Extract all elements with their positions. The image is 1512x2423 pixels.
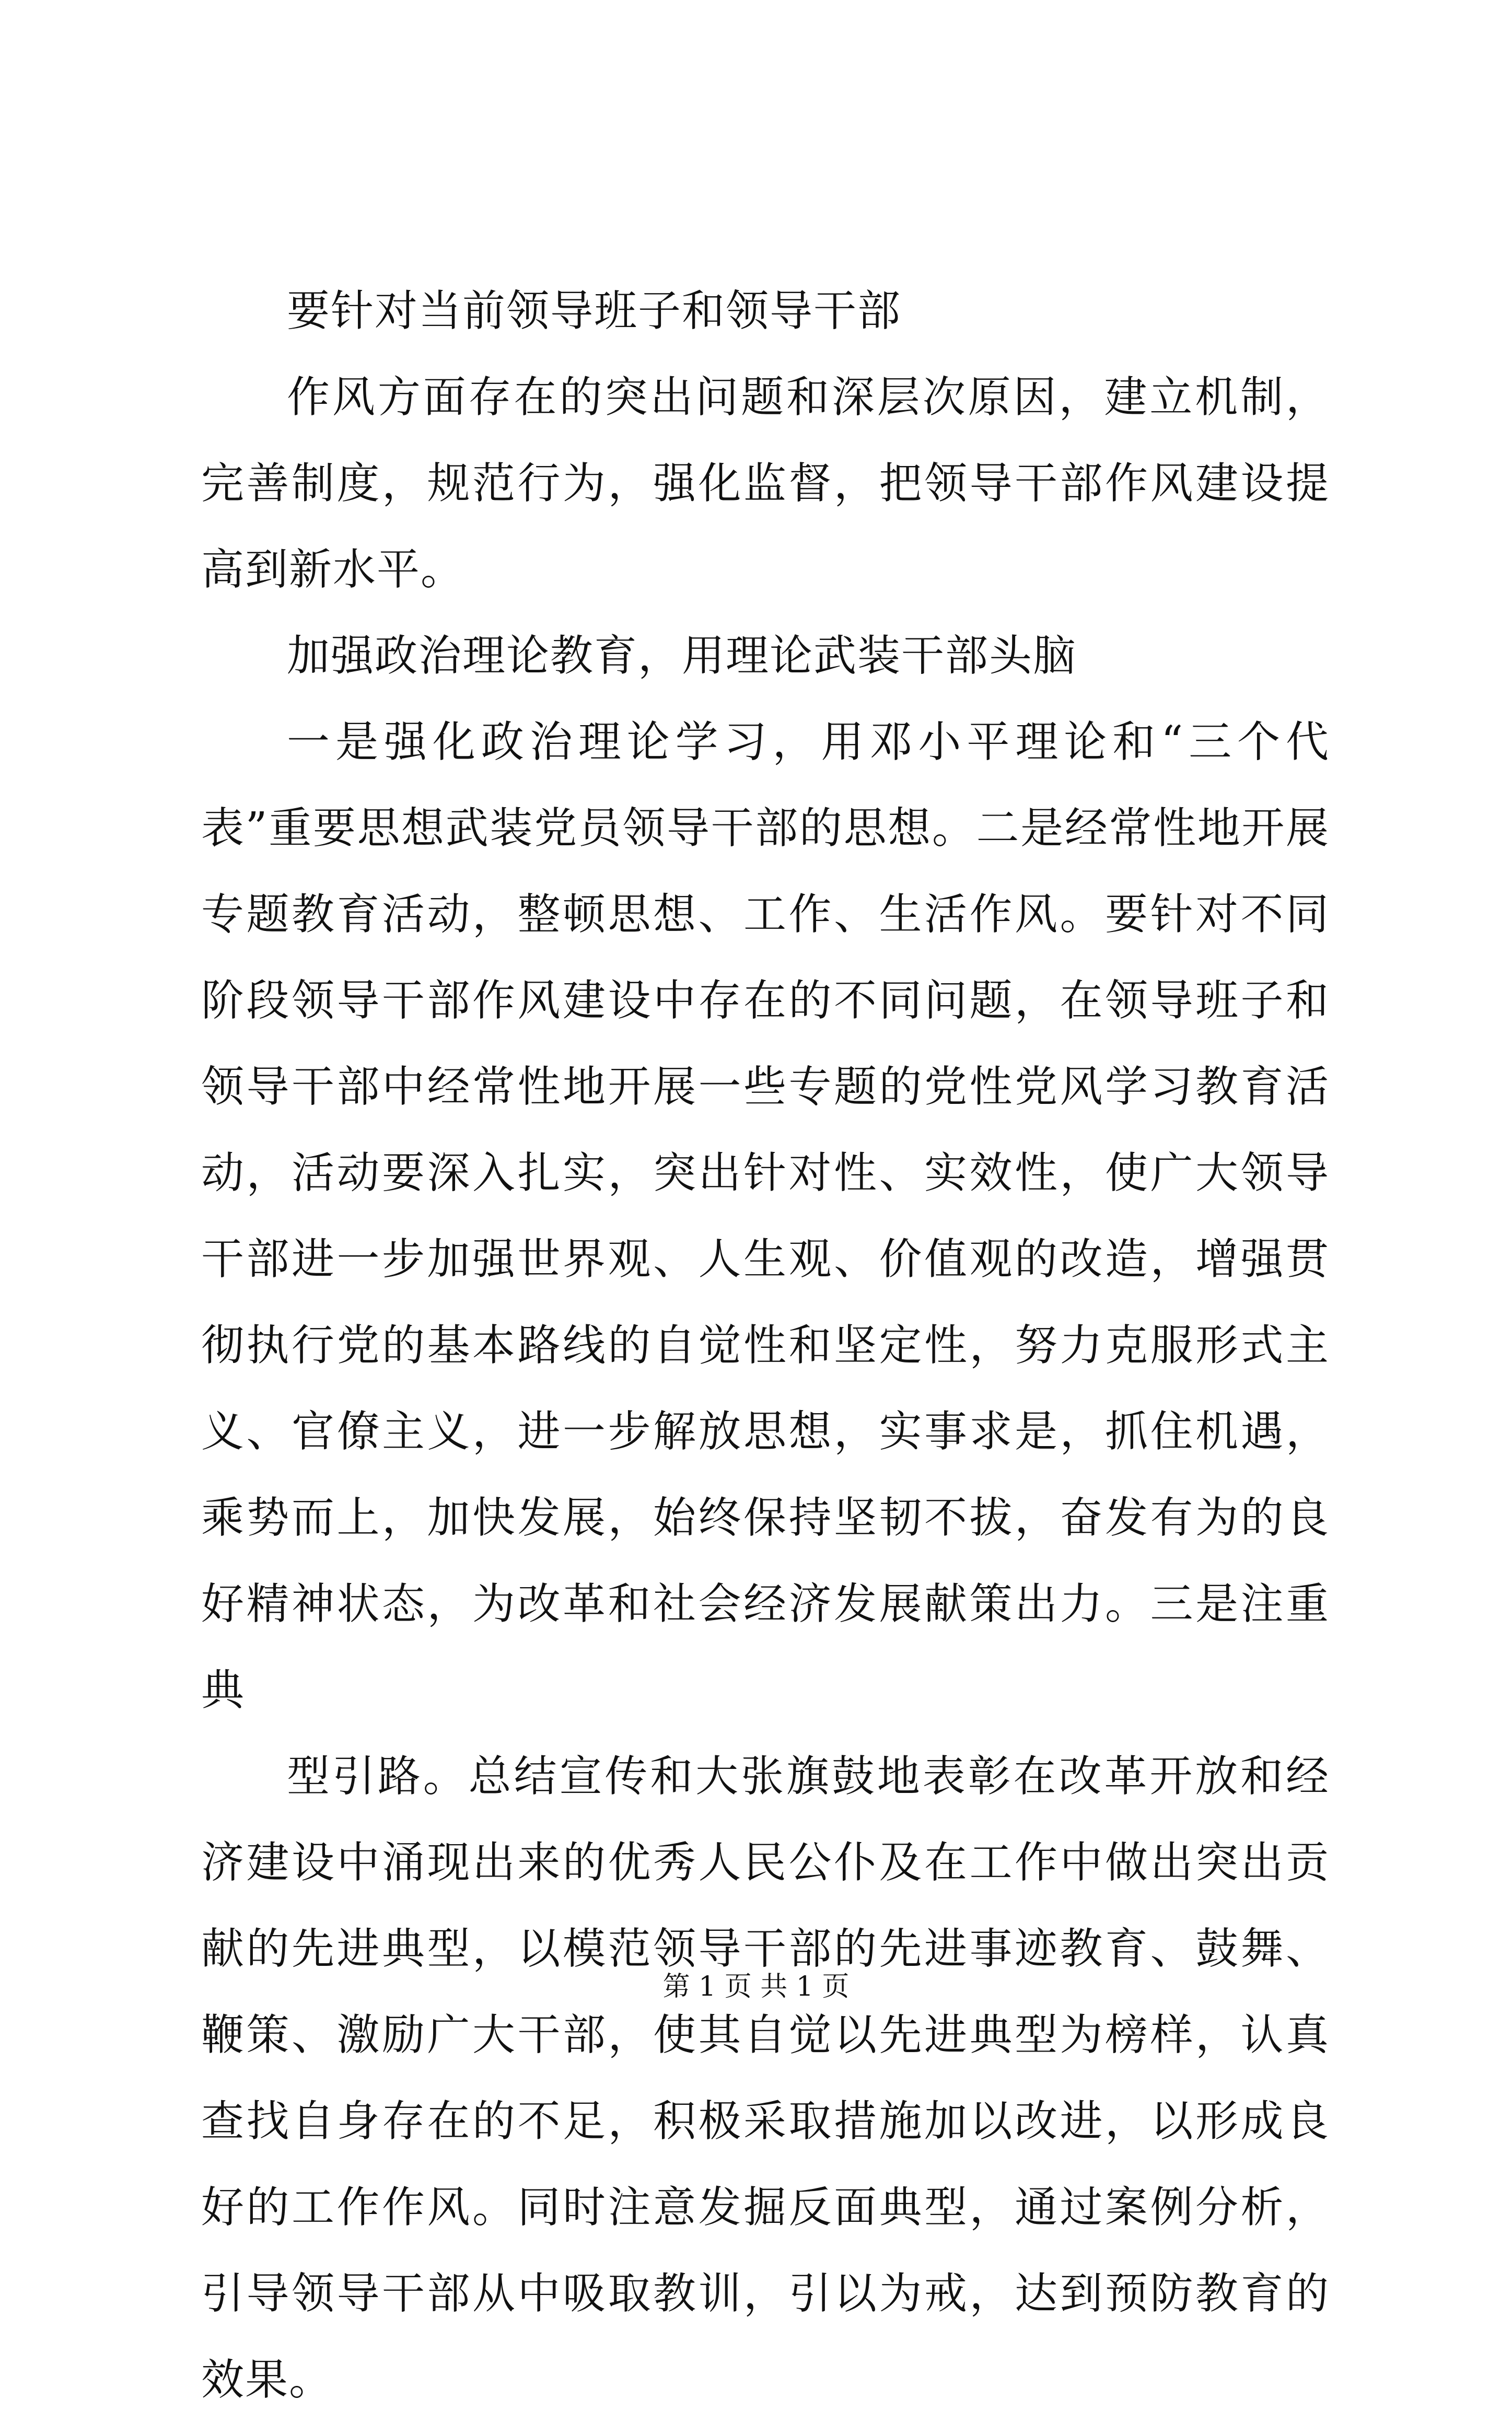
paragraph-work-style: 作风方面存在的突出问题和深层次原因，建立机制，完善制度，规范行为，强化监督，把领导干部作风建设提高到新水平。: [201, 372, 1330, 595]
document-body: [201, 268, 1330, 2423]
paragraph-theory-study: 一是强化政治理论学习，用邓小平理论和“三个代表”重要思想武装党员领导干部的思想。二是经常性地开展专题教育活动，整顿思想、工作、生活作风。要针对不同阶段领导干部作风建设中存在的不同问题，在领导班子和领导干部中经常性地开展一些专题的党性党风学习教育活动，活动要深入扎实，突出针对性、实效性，使广大领导干部进一步加强世界观、人生观、价值观的改造，增强贯彻执行党的基本路线的自觉性和坚定性，努力克服形式主义、官僚主义，进一步解放思想，实事求是，抓住机遇，乘势而上，加快发展，始终保持坚韧不拔，奋发有为的良好精神状态，为改革和社会经济发展献策出力。三是注重典: [201, 717, 1330, 1715]
page-footer: 第 1 页 共 1 页: [662, 1971, 850, 2002]
paragraph-intro: 要针对当前领导班子和领导干部: [287, 286, 902, 336]
paragraph-model-guidance: 型引路。总结宣传和大张旗鼓地表彰在改革开放和经济建设中涌现出来的优秀人民公仆及在工作中做出突出贡献的先进典型，以模范领导干部的先进事迹教育、鼓舞、鞭策、激励广大干部，使其自觉以先进典型为榜样，认真查找自身存在的不足，积极采取措施加以改进，以形成良好的工作作风。同时注意发掘反面典型，通过案例分析，引导领导干部从中吸取教训，引以为戒，达到预防教育的效果。: [201, 1752, 1330, 2405]
paragraph-heading-theory-education: 加强政治理论教育，用理论武装干部头脑: [287, 631, 1077, 681]
